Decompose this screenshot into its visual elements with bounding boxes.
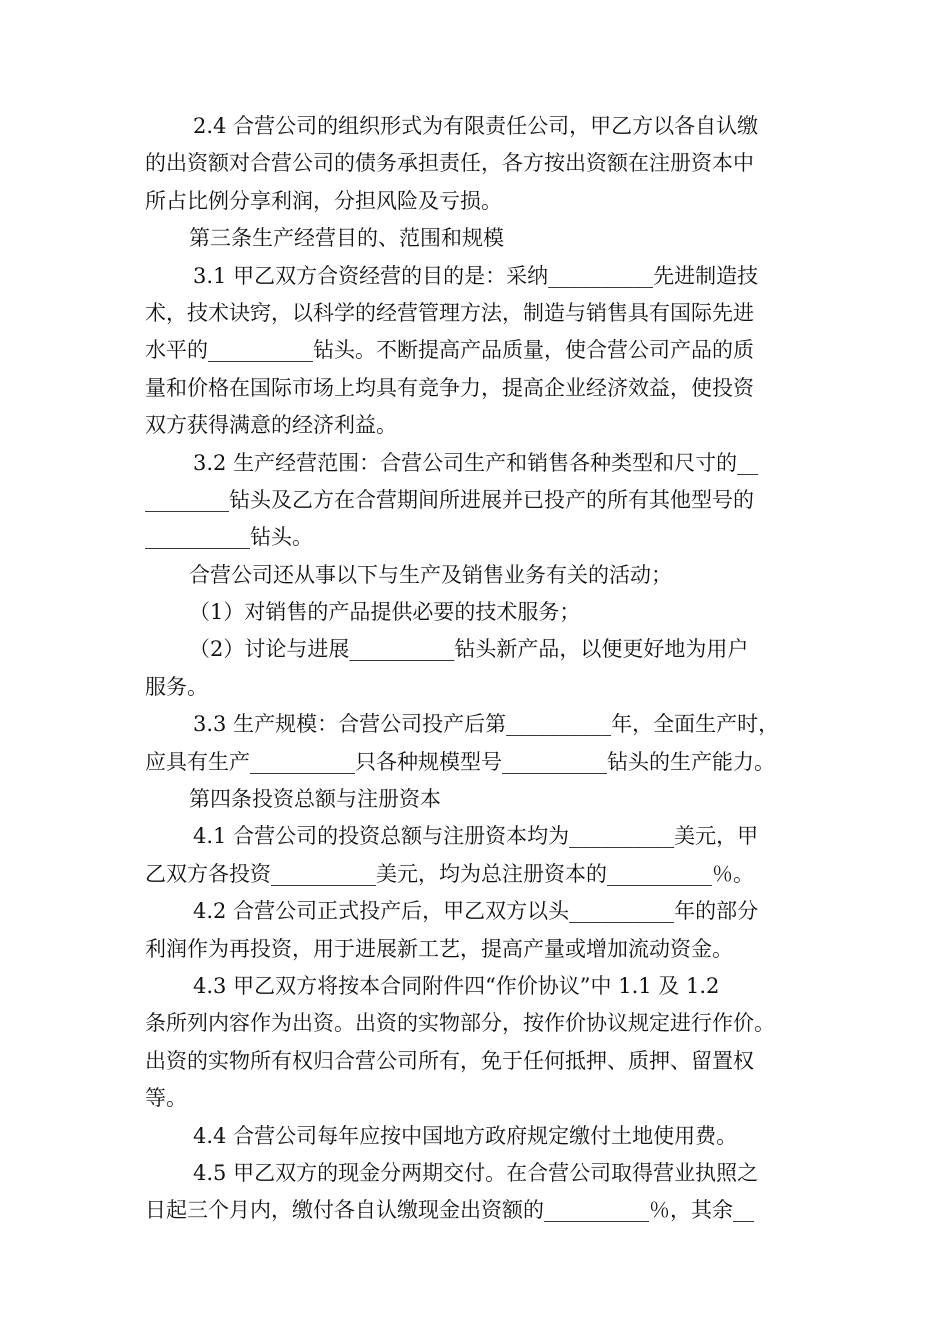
- paragraph: [145, 893, 809, 968]
- text-line: 利润作为再投资，用于进展新工艺，提高产量或增加流动资金。: [145, 936, 733, 961]
- text-line: 第四条投资总额与注册资本: [189, 787, 441, 812]
- paragraph: [145, 258, 809, 445]
- text-line: 应具有生产__________只各种规模型号__________钻头的生产能力。: [145, 749, 775, 774]
- text-line: 3.3 生产规模：合营公司投产后第__________年，全面生产时，: [193, 712, 780, 737]
- paragraph: [145, 108, 809, 220]
- paragraph: [145, 1118, 809, 1155]
- text-line: 双方获得满意的经济利益。: [145, 413, 397, 438]
- text-line: 乙双方各投资__________美元，均为总注册资本的__________％。: [145, 861, 754, 886]
- paragraph: [145, 968, 809, 1118]
- text-line: ________钻头及乙方在合营期间所进展并已投产的所有其他型号的: [145, 487, 754, 512]
- text-line: 3.1 甲乙双方合资经营的目的是：采纳__________先进制造技: [193, 263, 759, 288]
- text-line: 4.2 合营公司正式投产后，甲乙双方以头__________年的部分: [193, 899, 759, 924]
- document-body: [145, 108, 809, 1230]
- text-line: 第三条生产经营目的、范围和规模: [189, 226, 504, 251]
- text-line: 等。: [145, 1086, 187, 1111]
- paragraph: [145, 220, 809, 257]
- text-line: 4.4 合营公司每年应按中国地方政府规定缴付土地使用费。: [193, 1123, 738, 1148]
- text-line: 所占比例分享利润，分担风险及亏损。: [145, 188, 502, 213]
- text-line: __________钻头。: [145, 525, 313, 550]
- text-line: 4.3 甲乙双方将按本合同附件四“作价协议”中 1.1 及 1.2: [193, 973, 720, 998]
- text-line: 条所列内容作为出资。出资的实物部分，按作价协议规定进行作价。: [145, 1011, 775, 1036]
- text-line: 合营公司还从事以下与生产及销售业务有关的活动；: [189, 562, 672, 587]
- text-line: 出资的实物所有权归合营公司所有，免于任何抵押、质押、留置权: [145, 1048, 754, 1073]
- text-line: 术，技术诀窍，以科学的经营管理方法，制造与销售具有国际先进: [145, 300, 754, 325]
- paragraph: [145, 1155, 809, 1230]
- text-line: （2）讨论与进展__________钻头新产品，以便更好地为用户: [189, 637, 749, 662]
- paragraph: [145, 445, 809, 557]
- paragraph: [145, 594, 809, 631]
- paragraph: [145, 781, 809, 818]
- text-line: 量和价格在国际市场上均具有竞争力，提高企业经济效益，使投资: [145, 375, 754, 400]
- text-line: 日起三个月内，缴付各自认缴现金出资额的__________％，其余__: [145, 1198, 754, 1223]
- text-line: 3.2 生产经营范围：合营公司生产和销售各种类型和尺寸的__: [193, 450, 759, 475]
- text-line: 4.5 甲乙双方的现金分两期交付。在合营公司取得营业执照之: [193, 1160, 759, 1185]
- text-line: 2.4 合营公司的组织形式为有限责任公司，甲乙方以各自认缴: [193, 114, 759, 138]
- paragraph: [145, 818, 809, 893]
- text-line: 服务。: [145, 674, 208, 699]
- text-line: 水平的__________钻头。不断提高产品质量，使合营公司产品的质: [145, 338, 754, 363]
- text-line: 4.1 合营公司的投资总额与注册资本均为__________美元，甲: [193, 824, 759, 849]
- paragraph: [145, 557, 809, 594]
- paragraph: [145, 631, 809, 706]
- text-line: 的出资额对合营公司的债务承担责任，各方按出资额在注册资本中: [145, 151, 754, 176]
- text-line: （1）对销售的产品提供必要的技术服务；: [189, 600, 581, 625]
- paragraph: [145, 706, 809, 781]
